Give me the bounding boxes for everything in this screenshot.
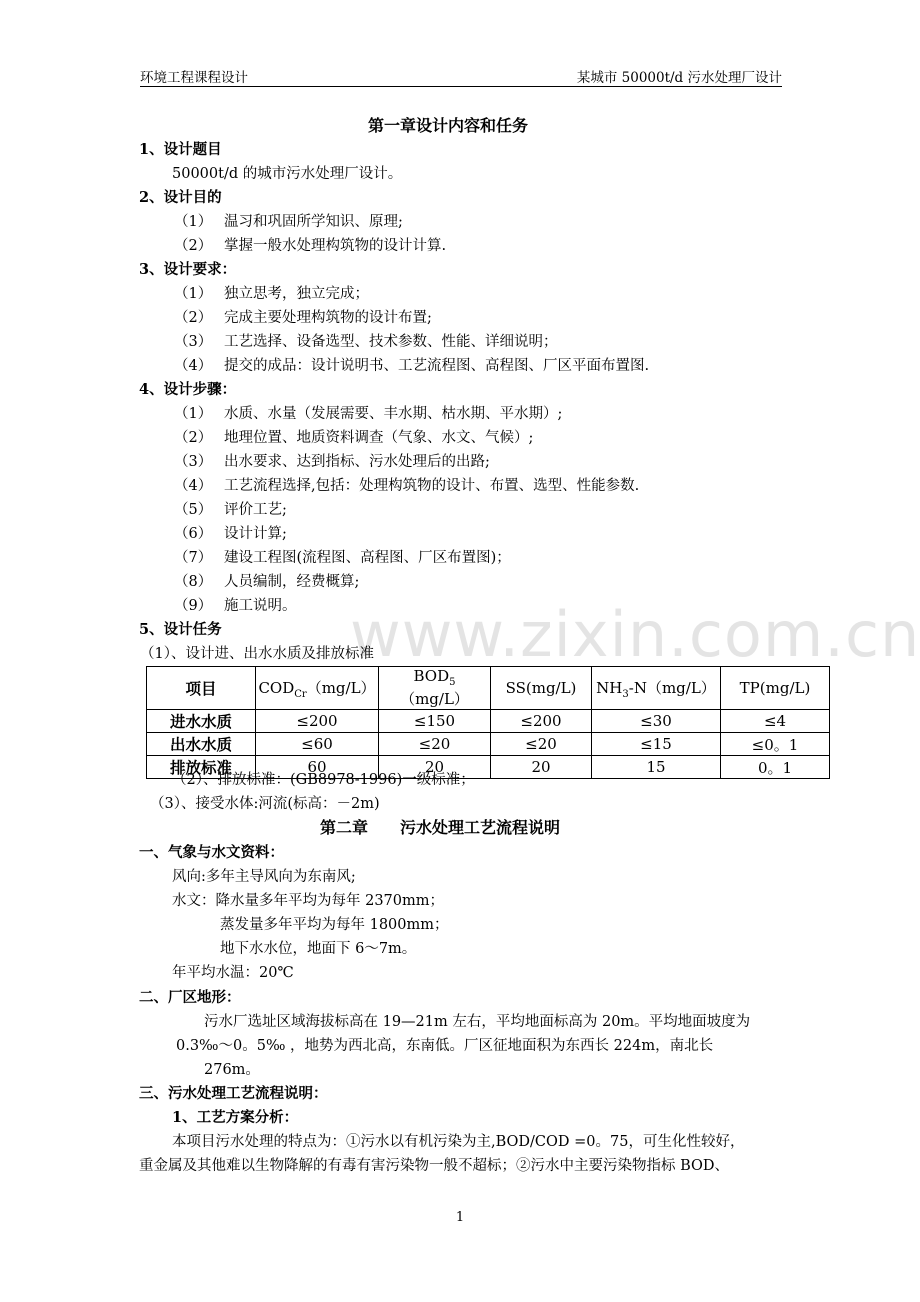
row-label: 进水水质: [147, 710, 256, 733]
table-cell: 20: [491, 756, 592, 779]
chapter-2-title: 第二章 污水处理工艺流程说明: [320, 818, 561, 837]
table-cell: ≤20: [379, 733, 491, 756]
header-cod: $COD_{Cr}(mg/L)$: [256, 667, 379, 710]
table-row: [147, 733, 830, 756]
section-5-sub3: （3）、接受水体:河流(标高：－2m): [150, 796, 380, 812]
header-nh3n: $NH_3-N(mg/L)$: [592, 667, 721, 710]
section-5-sub2: （2）、排放标准：(GB8978-1996)一级标准；: [172, 772, 475, 788]
section-5-sub1: （1）、设计进、出水水质及排放标准: [140, 646, 374, 662]
list-item: （3） 出水要求、达到指标、污水处理后的出路;: [174, 454, 490, 470]
list-item: （2） 地理位置、地质资料调查（气象、水文、气候）;: [174, 430, 534, 446]
chapter-2-section-1-heading: 一、气象与水文资料：: [139, 844, 284, 861]
list-item: （3） 工艺选择、设备选型、技术参数、性能、详细说明；: [174, 334, 558, 350]
chapter-2-section-3-heading: 三、污水处理工艺流程说明：: [139, 1085, 328, 1102]
section-2-heading: 2、设计目的: [139, 189, 222, 206]
hydro-text-1: 水文：降水量多年平均为每年 2370mm；: [172, 893, 445, 909]
list-item: （1） 温习和巩固所学知识、原理;: [174, 214, 403, 230]
table-cell: 20: [379, 756, 491, 779]
table-cell: 60: [256, 756, 379, 779]
header-tp: TP(mg/L): [721, 667, 830, 710]
process-analysis-heading: 1、工艺方案分析：: [172, 1109, 299, 1126]
list-item: （9） 施工说明。: [174, 598, 297, 614]
row-label: 出水水质: [147, 733, 256, 756]
table-cell: ≤200: [491, 710, 592, 733]
hydro-text-2: 蒸发量多年平均为每年 1800mm；: [220, 917, 449, 933]
table-row: [147, 710, 830, 733]
list-item: （2） 掌握一般水处理构筑物的设计计算.: [174, 238, 447, 254]
section-4-heading: 4、设计步骤：: [139, 381, 237, 398]
hydro-text-3: 地下水水位，地面下 6～7m。: [220, 941, 417, 957]
table-cell: ≤60: [256, 733, 379, 756]
table-cell: ≤0。1: [721, 733, 830, 756]
list-item: （4） 工艺流程选择,包括：处理构筑物的设计、布置、选型、性能参数.: [174, 478, 640, 494]
list-item: （1） 水质、水量（发展需要、丰水期、枯水期、平水期）;: [174, 406, 563, 422]
table-cell: ≤15: [592, 733, 721, 756]
section-1-heading: 1、设计题目: [139, 141, 222, 158]
chapter-2-section-2-heading: 二、厂区地形：: [139, 989, 241, 1006]
list-item: （8） 人员编制，经费概算;: [174, 574, 360, 590]
table-cell: ≤20: [491, 733, 592, 756]
terrain-line-2: 0.3‰～0。5‰ ，地势为西北高，东南低。厂区征地面积为东西长 224m，南北长: [176, 1038, 714, 1054]
table-cell: ≤30: [592, 710, 721, 733]
terrain-line-3: 276m。: [204, 1062, 260, 1078]
page-header: [140, 64, 782, 87]
process-line-1: 本项目污水处理的特点为：①污水以有机污染为主,BOD/COD =0。75，可生化性较好，: [172, 1134, 745, 1150]
header-bod: $BOD_5(mg/L)$: [379, 667, 491, 710]
temp-text: 年平均水温：20℃: [172, 965, 294, 981]
section-5-heading: 5、设计任务: [139, 621, 222, 638]
list-item: （5） 评价工艺;: [174, 502, 287, 518]
water-quality-table: [146, 666, 830, 779]
table-cell: 0。1: [721, 756, 830, 779]
list-item: （2） 完成主要处理构筑物的设计布置;: [174, 310, 432, 326]
header-right: 某城市 50000t/d 污水处理厂设计: [576, 70, 782, 86]
list-item: （4） 提交的成品：设计说明书、工艺流程图、高程图、厂区平面布置图.: [174, 358, 650, 374]
chapter-1-title: 第一章设计内容和任务: [368, 116, 529, 135]
header-left: 环境工程课程设计: [140, 70, 248, 86]
table-header-row: [147, 667, 830, 710]
list-item: （6） 设计计算;: [174, 526, 287, 542]
list-item: （7） 建设工程图(流程图、高程图、厂区布置图)；: [174, 550, 511, 566]
row-label: 排放标准: [147, 756, 256, 779]
header-ss: SS(mg/L): [491, 667, 592, 710]
terrain-line-1: 污水厂选址区域海拔标高在 19—21m 左右，平均地面标高为 20m。平均地面坡度为: [204, 1014, 751, 1030]
header-item: 项目: [147, 667, 256, 710]
table-cell: ≤4: [721, 710, 830, 733]
table-cell: 15: [592, 756, 721, 779]
wind-text: 风向:多年主导风向为东南风;: [172, 869, 356, 885]
watermark: www.zixin.com.cn: [350, 598, 920, 671]
table-cell: ≤200: [256, 710, 379, 733]
list-item: （1） 独立思考，独立完成；: [174, 286, 369, 302]
table-cell: ≤150: [379, 710, 491, 733]
section-3-heading: 3、设计要求：: [139, 261, 237, 278]
process-line-2: 重金属及其他难以生物降解的有毒有害污染物一般不超标；②污水中主要污染物指标 BOD、: [139, 1158, 730, 1174]
page-number: 1: [455, 1210, 465, 1225]
section-1-text: 50000t/d 的城市污水处理厂设计。: [172, 166, 403, 182]
